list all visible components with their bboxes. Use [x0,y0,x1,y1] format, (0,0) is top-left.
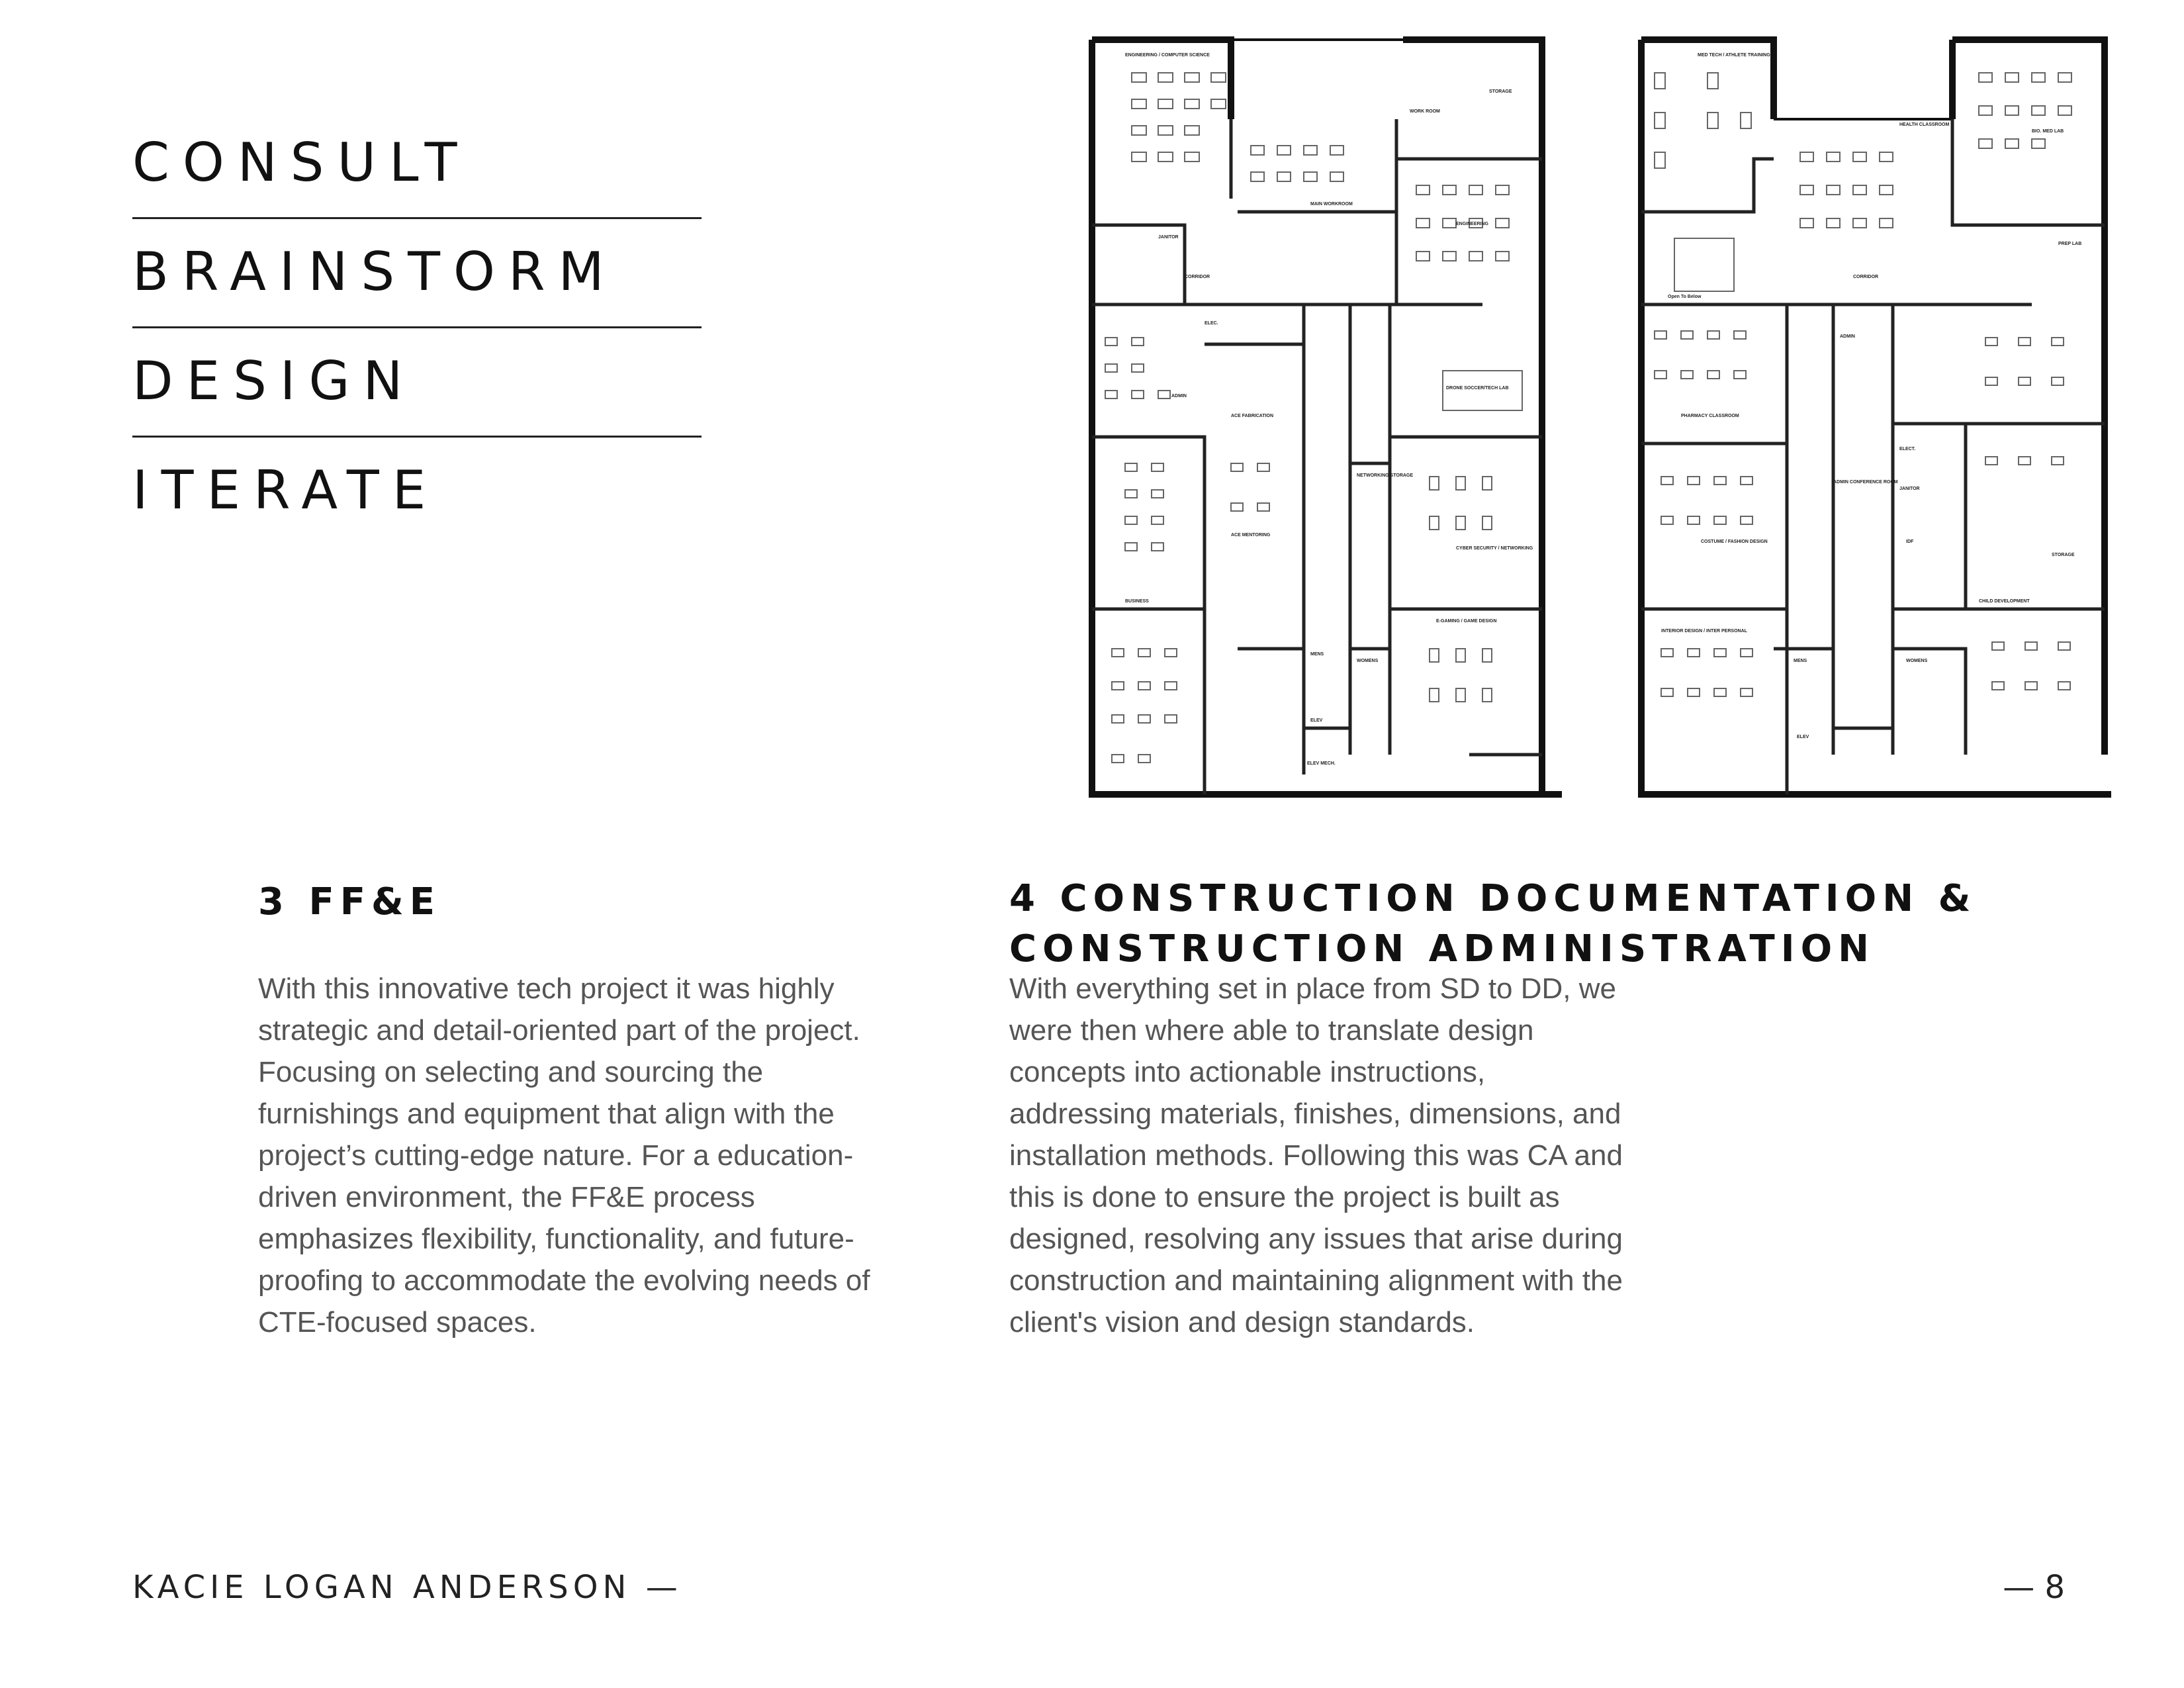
nav-item-consult: CONSULT [132,132,471,193]
section-3-line: emphasizes flexibility, functionality, and future- [258,1223,854,1255]
room-label: MENS [1794,659,1807,663]
nav-item-iterate: ITERATE [132,459,439,521]
section-3-line: proofing to accommodate the evolving needs of [258,1264,870,1297]
page-number: — 8 [2003,1569,2065,1606]
room-label: PREP LAB [2058,242,2082,246]
room-label: COSTUME / FASHION DESIGN [1701,539,1768,544]
room-label: ELEC. [1205,321,1218,326]
room-label: MENS [1310,652,1324,657]
section-4-line: concepts into actionable instructions, [1009,1056,1486,1088]
room-label: CORRIDOR [1853,275,1879,279]
section-3-line: driven environment, the FF&E process [258,1181,755,1213]
room-label: CHILD DEVELOPMENT [1979,599,2030,604]
section-4-line: installation methods. Following this was CA and [1009,1139,1623,1172]
room-label: STORAGE [1489,89,1512,94]
section-4-line: this is done to ensure the project is built as [1009,1181,1560,1213]
room-label: NETWORKING STORAGE [1357,473,1414,478]
room-label: BIO. MED LAB [2032,129,2064,134]
section-4-line: construction and maintaining alignment with the [1009,1264,1623,1297]
section-3-line: furnishings and equipment that align with the [258,1098,835,1130]
room-label: INTERIOR DESIGN / INTER PERSONAL [1661,629,1747,633]
room-label: JANITOR [1899,487,1920,491]
section-3-line: CTE-focused spaces. [258,1306,537,1338]
section-3-line: project’s cutting-edge nature. For a education- [258,1139,854,1172]
section-3-line: Focusing on selecting and sourcing the [258,1056,764,1088]
room-label: MAIN WORKROOM [1310,202,1353,207]
section-4-heading-line-1: 4 CONSTRUCTION DOCUMENTATION & [1009,877,1977,920]
section-3-heading: 3 FF&E [258,880,441,923]
section-4-heading [1009,874,1976,974]
room-label: ADMIN CONFERENCE ROOM [1833,480,1898,485]
section-4-heading-line-2: CONSTRUCTION ADMINISTRATION [1009,927,1876,970]
room-label: E-GAMING / GAME DESIGN [1436,619,1497,624]
room-label: ADMIN [1171,394,1187,399]
room-label: ELEV [1310,718,1323,723]
room-label: DRONE SOCCER/TECH LAB [1446,386,1509,391]
room-label: JANITOR [1158,235,1179,240]
section-4-line: designed, resolving any issues that arise during [1009,1223,1623,1255]
floor-plan-1-drawing [1085,26,1562,834]
room-label: ENGINEERING / COMPUTER SCIENCE [1125,53,1210,58]
section-4-body [1009,968,1737,1343]
room-label: ENGINEERING [1456,222,1489,226]
room-label: CYBER SECURITY / NETWORKING [1456,546,1533,551]
room-label: WOMENS [1357,659,1379,663]
room-label: Open To Below [1668,295,1702,299]
room-label: IDF [1906,539,1914,544]
room-label: ELECT. [1899,447,1916,451]
room-label: PHARMACY CLASSROOM [1681,414,1739,418]
room-label: ADMIN [1840,334,1855,339]
room-label: HEALTH CLASSROOM [1899,122,1950,127]
floor-plan-level-1 [1085,26,1562,834]
section-4-line: client's vision and design standards. [1009,1306,1475,1338]
room-label: WORK ROOM [1410,109,1440,114]
section-3-body [258,968,953,1343]
floor-plan-level-2 [1635,26,2158,834]
section-4-line: With everything set in place from SD to DD, we [1009,972,1616,1005]
room-label: MED TECH / ATHLETE TRAINING [1698,53,1770,58]
process-nav [132,113,702,545]
nav-item-brainstorm: BRAINSTORM [132,241,617,303]
room-label: WOMENS [1906,659,1928,663]
floor-plan-2-drawing [1635,26,2158,834]
room-label: ACE MENTORING [1231,533,1271,538]
room-label: CORRIDOR [1185,275,1210,279]
room-label: STORAGE [2052,553,2075,557]
author-name: KACIE LOGAN ANDERSON — [132,1569,682,1606]
floor-plans [1046,26,2164,834]
room-label: ELEV MECH. [1307,761,1336,766]
section-4-line: were then where able to translate design [1009,1014,1534,1047]
room-label: ACE FABRICATION [1231,414,1274,418]
room-label: ELEV [1797,735,1809,739]
section-4-line: addressing materials, finishes, dimensions, and [1009,1098,1621,1130]
section-3-line: With this innovative tech project it was highly [258,972,835,1005]
section-3-line: strategic and detail-oriented part of the project. [258,1014,860,1047]
room-label: BUSINESS [1125,599,1149,604]
nav-item-design: DESIGN [132,350,416,412]
